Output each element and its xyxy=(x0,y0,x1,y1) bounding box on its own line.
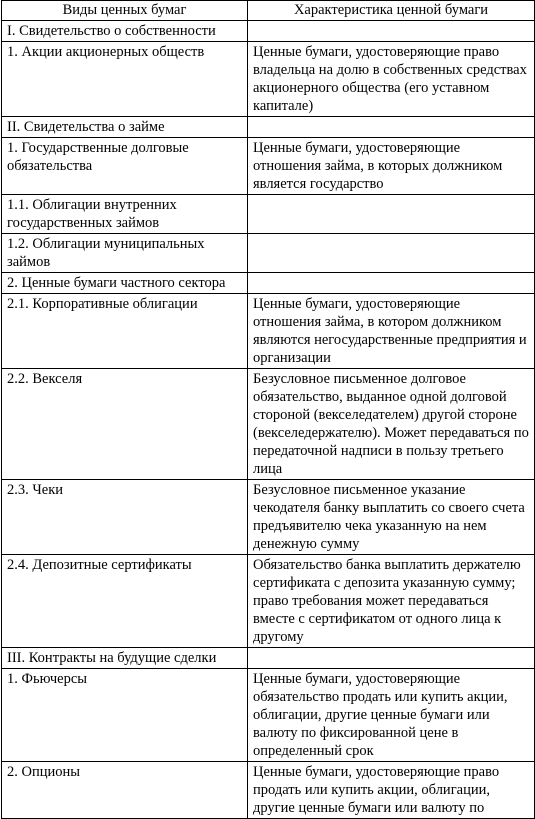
column-header-types: Виды ценных бумаг xyxy=(2,1,248,21)
security-type-cell: II. Свидетельства о займе xyxy=(2,117,248,138)
table-row xyxy=(2,234,535,273)
security-type-cell: 1. Акции акционерных обществ xyxy=(2,42,248,117)
security-description-cell xyxy=(248,234,535,273)
table-row xyxy=(2,480,535,555)
security-description-cell: Ценные бумаги, удостоверяющие отношения займа, в которых должником является государство xyxy=(248,138,535,195)
security-type-cell: 2.4. Депозитные сертификаты xyxy=(2,555,248,648)
table-header-row xyxy=(2,1,535,21)
security-description-cell xyxy=(248,117,535,138)
security-type-cell: I. Свидетельство о собственности xyxy=(2,21,248,42)
table-row xyxy=(2,669,535,762)
table-row xyxy=(2,273,535,294)
security-description-cell: Ценные бумаги, удостоверяющие отношения займа, в котором должником являются негосударственные предприятия и организации xyxy=(248,294,535,369)
security-description-cell xyxy=(248,648,535,669)
security-type-cell: 2.2. Векселя xyxy=(2,369,248,480)
table-row xyxy=(2,42,535,117)
security-description-cell: Безусловное письменное долговое обязательство, выданное одной долговой стороной (векселедателем) другой стороне (векселедержателю). Может передаваться по передаточной надписи в пользу третьего лица xyxy=(248,369,535,480)
security-description-cell: Ценные бумаги, удостоверяющие право владельца на долю в собственных средствах акционерного общества (его уставном капитале) xyxy=(248,42,535,117)
securities-table xyxy=(1,0,535,819)
table-row xyxy=(2,369,535,480)
security-description-cell xyxy=(248,273,535,294)
security-type-cell: 1. Фьючерсы xyxy=(2,669,248,762)
table-row xyxy=(2,648,535,669)
security-description-cell: Безусловное письменное указание чекодателя банку выплатить со своего счета предъявителю чека указанную на нем денежную сумму xyxy=(248,480,535,555)
security-type-cell: 1. Государственные долговые обязательства xyxy=(2,138,248,195)
security-type-cell: 1.1. Облигации внутренних государственных займов xyxy=(2,195,248,234)
table-row xyxy=(2,117,535,138)
security-description-cell: Ценные бумаги, удостоверяющие обязательство продать или купить акции, облигации, другие ценные бумаги или валюту по фиксированной цене в определенный срок xyxy=(248,669,535,762)
security-type-cell: 2.1. Корпоративные облигации xyxy=(2,294,248,369)
table-row xyxy=(2,555,535,648)
security-description-cell xyxy=(248,195,535,234)
table-row xyxy=(2,21,535,42)
security-type-cell: 2. Ценные бумаги частного сектора xyxy=(2,273,248,294)
security-description-cell: Ценные бумаги, удостоверяющие право продать или купить акции, облигации, другие ценные бумаги или валюту по xyxy=(248,762,535,819)
security-type-cell: 1.2. Облигации муниципальных займов xyxy=(2,234,248,273)
table-row xyxy=(2,138,535,195)
security-type-cell: 2.3. Чеки xyxy=(2,480,248,555)
table-row xyxy=(2,195,535,234)
table-row xyxy=(2,762,535,819)
security-description-cell: Обязательство банка выплатить держателю сертификата с депозита указанную сумму; право требования может передаваться вместе с сертификатом от одного лица к другому xyxy=(248,555,535,648)
security-type-cell: 2. Опционы xyxy=(2,762,248,819)
column-header-characteristics: Характеристика ценной бумаги xyxy=(248,1,535,21)
security-type-cell: III. Контракты на будущие сделки xyxy=(2,648,248,669)
security-description-cell xyxy=(248,21,535,42)
table-row xyxy=(2,294,535,369)
